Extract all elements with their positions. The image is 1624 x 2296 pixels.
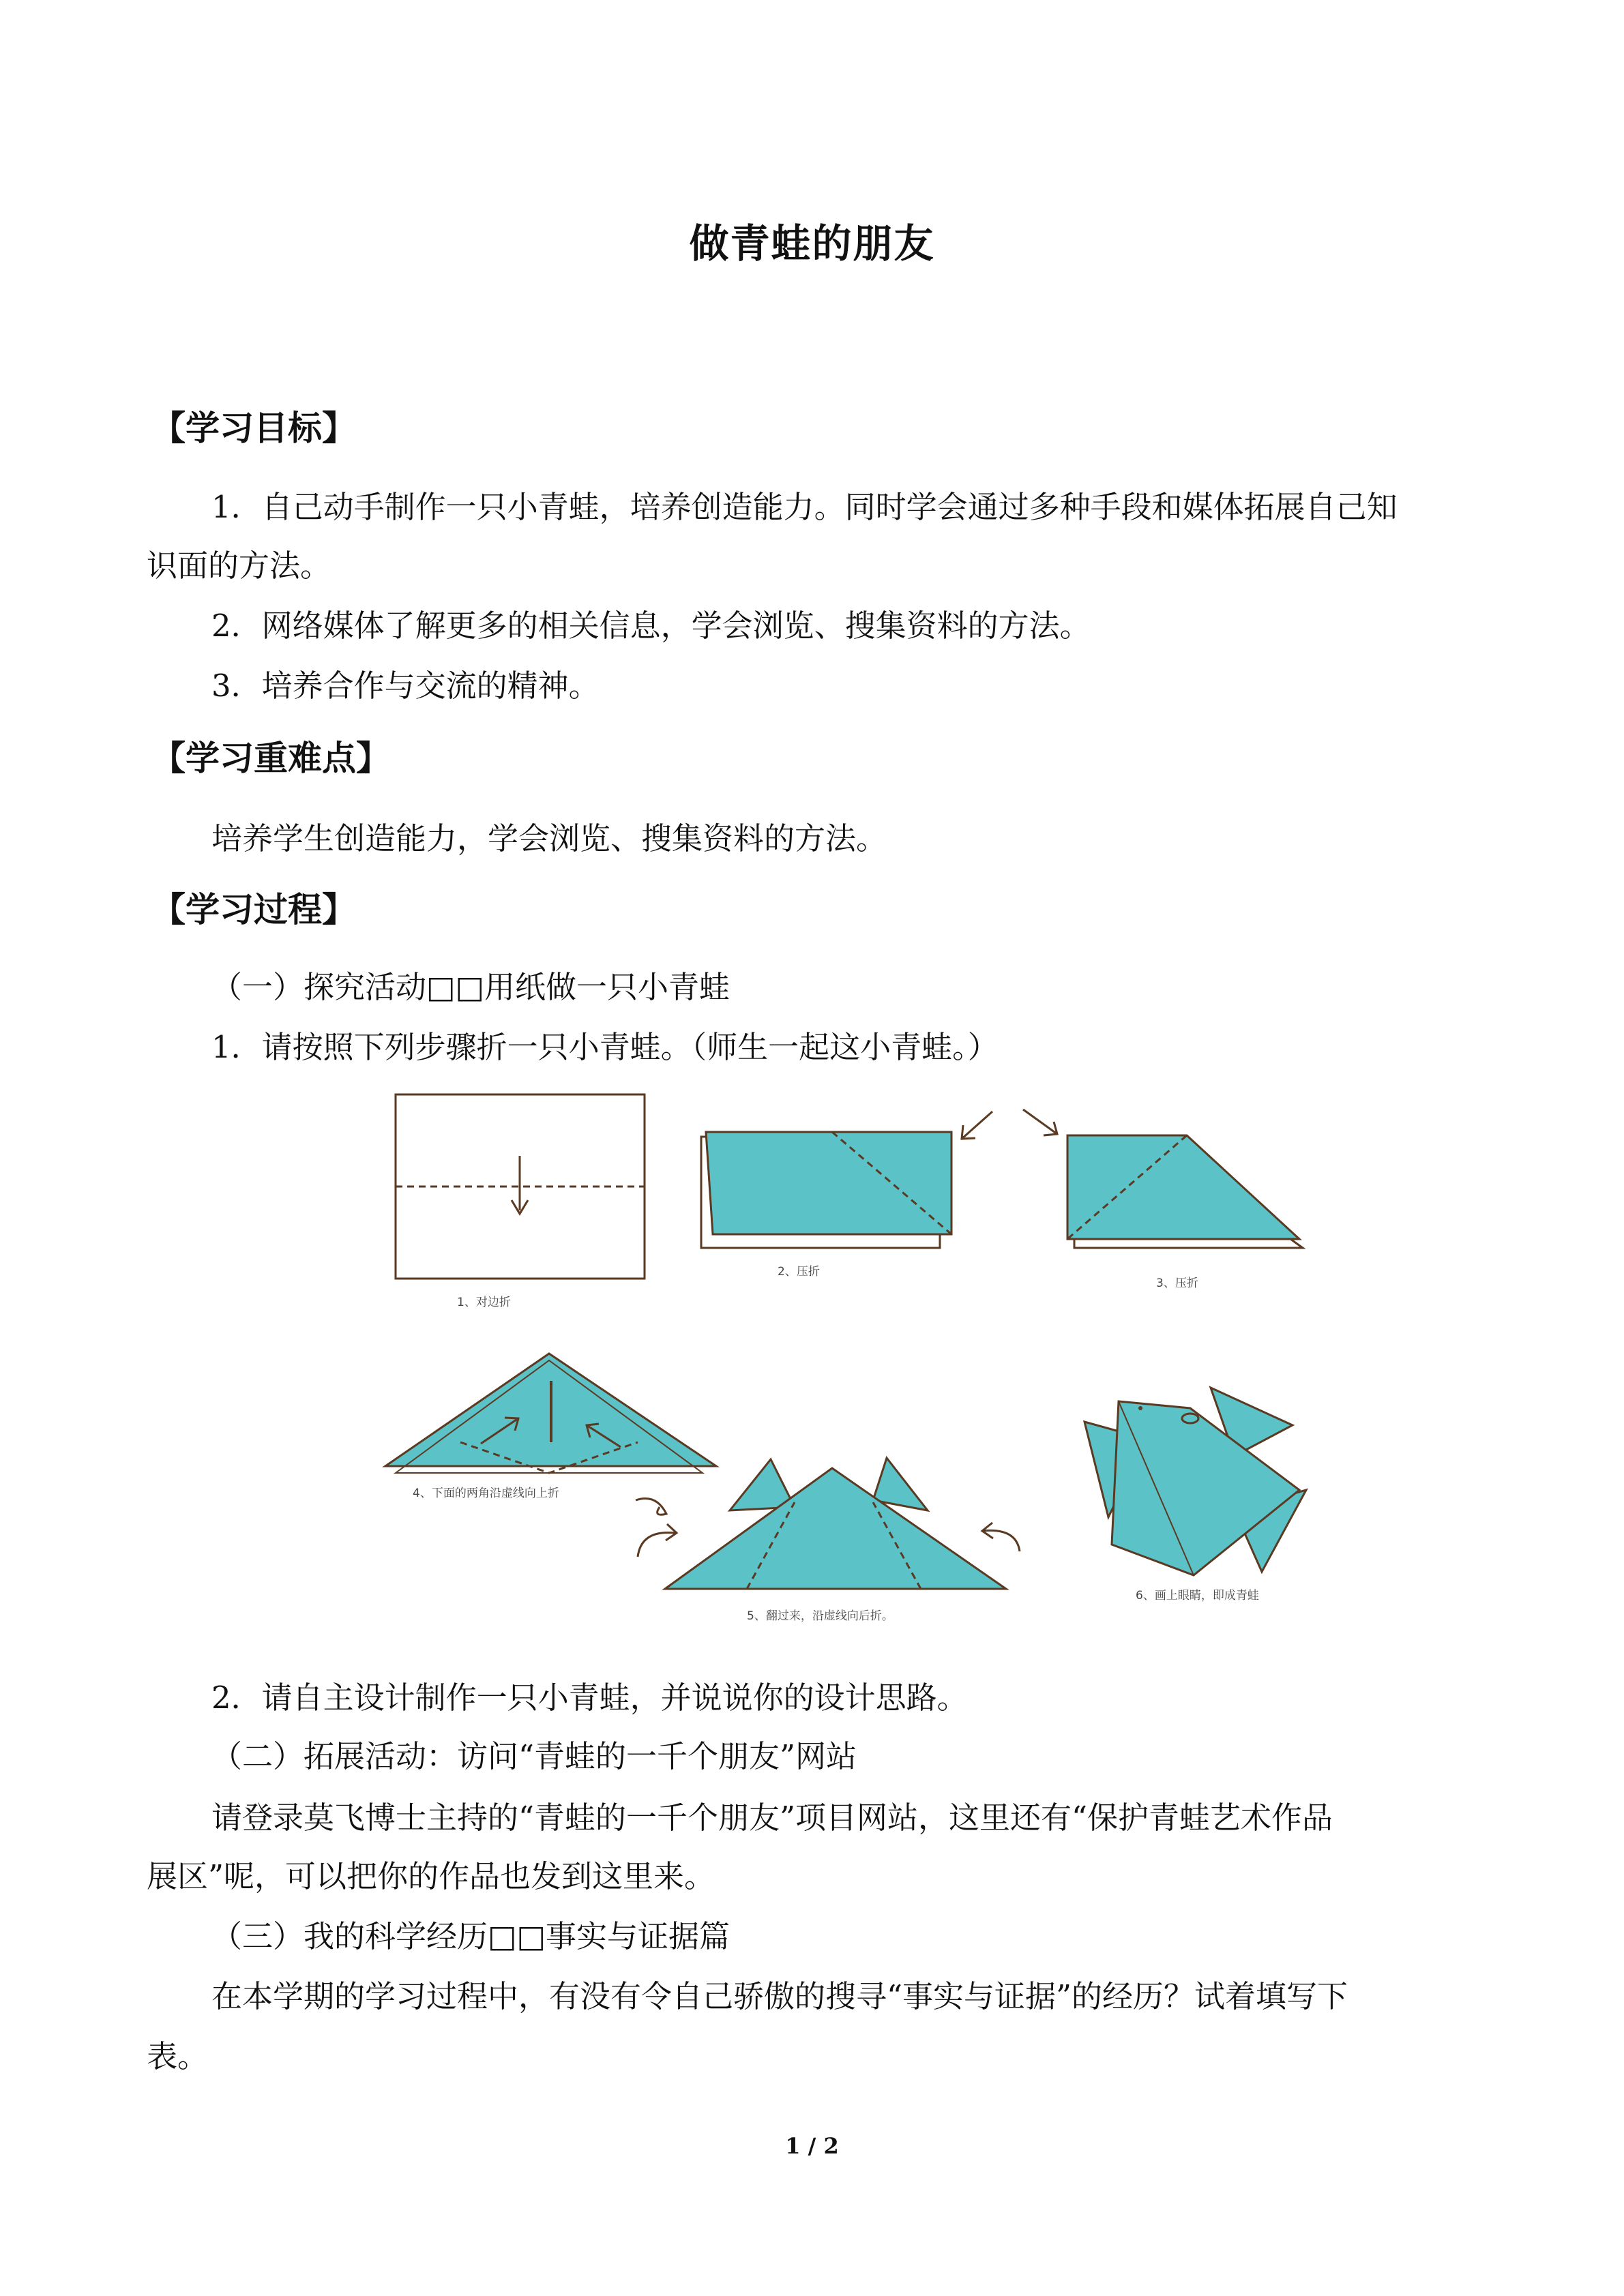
activity-3-line-2: 表。 (147, 2038, 209, 2074)
activity-2-line-2: 展区”呢，可以把你的作品也发到这里来。 (147, 1858, 715, 1894)
caption-step-4: 4、下面的两角沿虚线向上折 (413, 1487, 559, 1500)
activity-3-line-1: 在本学期的学习过程中，有没有令自己骄傲的搜寻“事实与证据”的经历？试着填写下 (211, 1978, 1348, 2014)
activity-1-step-2: 2．请自主设计制作一只小青蛙，并说说你的设计思路。 (211, 1680, 968, 1716)
activity-2-title: （二）拓展活动：访问“青蛙的一千个朋友”网站 (211, 1738, 857, 1774)
caption-step-3: 3、压折 (1156, 1277, 1198, 1290)
goal-item-1-line-1: 1．自己动手制作一只小青蛙，培养创造能力。同时学会通过多种手段和媒体拓展自己知 (211, 489, 1398, 525)
step-3-figure (1067, 1135, 1303, 1248)
activity-3-title: （三）我的科学经历□□事实与证据篇 (211, 1918, 730, 1954)
caption-step-2: 2、压折 (778, 1265, 820, 1279)
step-1-figure (396, 1094, 645, 1279)
key-points-text: 培养学生创造能力，学会浏览、搜集资料的方法。 (211, 820, 887, 856)
step-5-figure (636, 1458, 1020, 1589)
heading-process: 【学习过程】 (151, 890, 356, 929)
heading-goals: 【学习目标】 (151, 408, 356, 448)
caption-step-1: 1、对边折 (457, 1296, 511, 1309)
caption-step-6: 6、画上眼睛，即成青蛙 (1136, 1589, 1259, 1602)
activity-1-title: （一）探究活动□□用纸做一只小青蛙 (211, 969, 730, 1005)
activity-1-step-1: 1．请按照下列步骤折一只小青蛙。（师生一起这小青蛙。） (211, 1029, 999, 1065)
goal-item-3: 3．培养合作与交流的精神。 (211, 668, 600, 704)
heading-key-points: 【学习重难点】 (151, 739, 390, 778)
arrow-icon (962, 1109, 1057, 1139)
step-2-figure (701, 1132, 951, 1248)
step-4-figure (385, 1354, 716, 1473)
page-title: 做青蛙的朋友 (689, 220, 935, 267)
activity-2-line-1: 请登录莫飞博士主持的“青蛙的一千个朋友”项目网站，这里还有“保护青蛙艺术作品 (211, 1800, 1333, 1836)
goal-item-1-line-2: 识面的方法。 (147, 548, 331, 584)
caption-step-5: 5、翻过来，沿虚线向后折。 (747, 1609, 894, 1623)
step-6-figure (1084, 1388, 1306, 1575)
frog-folding-diagram (382, 1081, 1323, 1640)
goal-item-2: 2．网络媒体了解更多的相关信息，学会浏览、搜集资料的方法。 (211, 608, 1091, 644)
page-number: 1 / 2 (785, 2133, 839, 2159)
